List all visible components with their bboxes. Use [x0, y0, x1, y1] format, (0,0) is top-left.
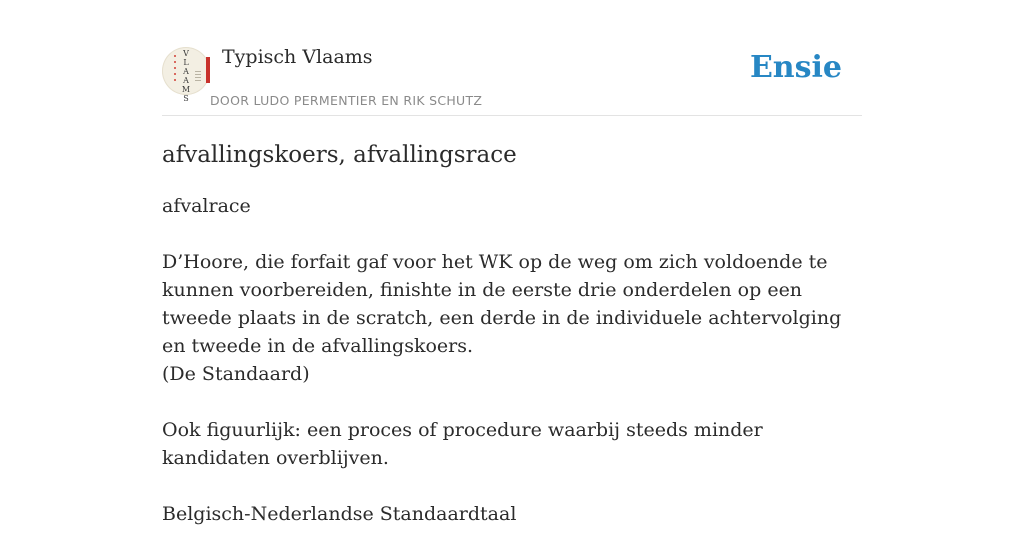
entry-example	[162, 248, 862, 388]
logo-red-stripe	[206, 57, 210, 83]
site-header	[162, 0, 862, 116]
author-byline: DOOR LUDO PERMENTIER EN RIK SCHUTZ	[210, 93, 483, 108]
entry-figurative-note: Ook figuurlijk: een proces of procedure waarbij steeds minder kandidaten overblijven.	[162, 419, 763, 469]
logo-lettering: V L A A M S	[181, 49, 191, 103]
entry-register: Belgisch-Nederlandse Standaardtaal	[162, 503, 517, 525]
entry-title: afvallingskoers, afvallingsrace	[162, 142, 517, 168]
example-source: (De Standaard)	[162, 363, 310, 385]
entry-content	[162, 192, 862, 528]
example-quote: D’Hoore, die forfait gaf voor het WK op de weg om zich voldoende te kunnen voorbereiden, finishte in de eerste drie onderdelen op een tweede plaats in de scratch, een derde in de individuele achtervolging en tweede in de afvallingskoers.	[162, 251, 842, 357]
page-container	[162, 0, 862, 556]
brand-logo-link[interactable]: Ensie	[749, 50, 842, 85]
entry-synonym: afvalrace	[162, 195, 251, 217]
site-title[interactable]: Typisch Vlaams	[222, 46, 373, 68]
site-logo[interactable]	[162, 47, 210, 103]
logo-grey-marks	[195, 71, 201, 81]
logo-red-marks	[174, 55, 176, 85]
